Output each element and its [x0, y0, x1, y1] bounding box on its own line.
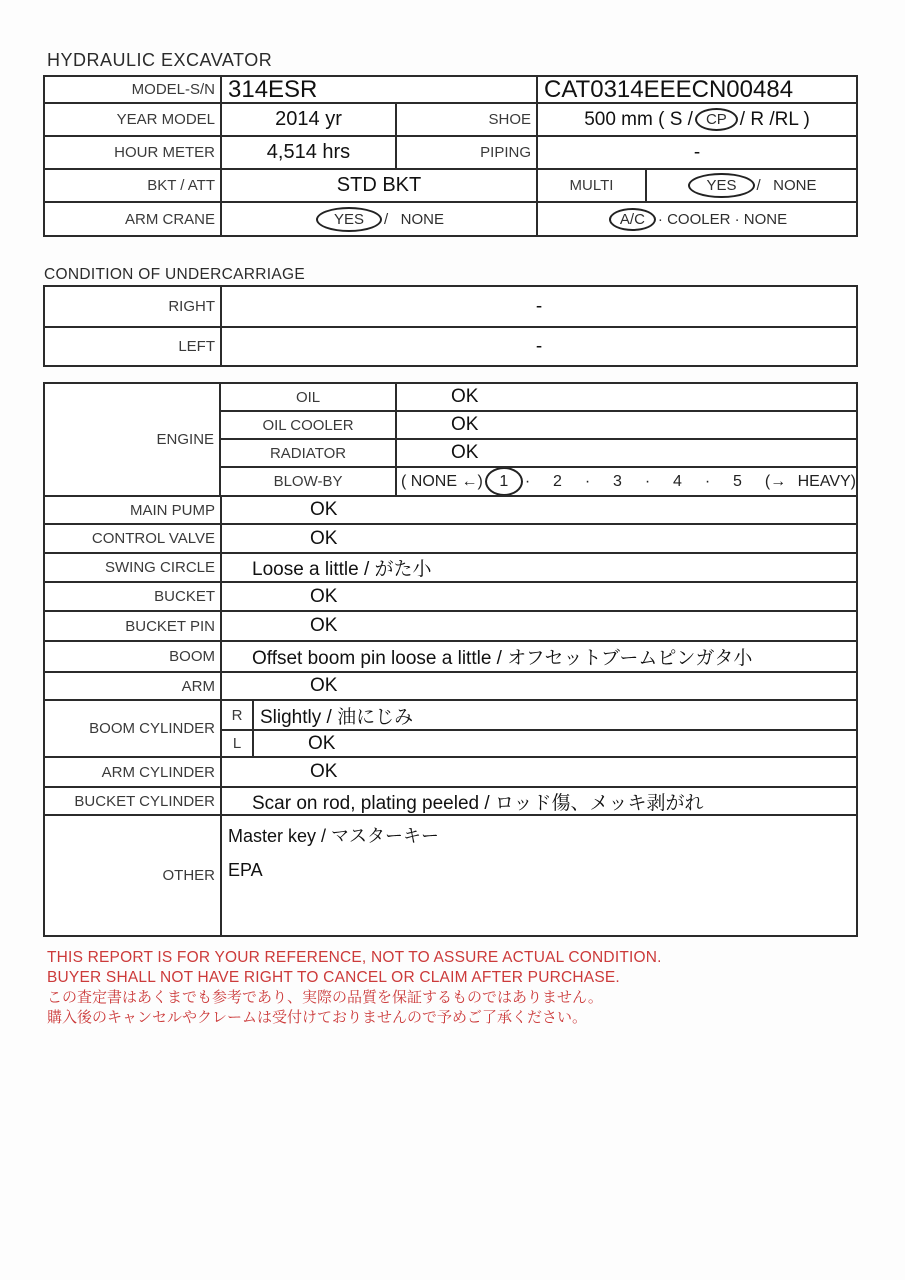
- boom-cylinder-l-label: L: [222, 731, 254, 756]
- hour-meter-label: HOUR METER: [45, 137, 222, 168]
- multi-value: [647, 170, 856, 201]
- table-row: [45, 77, 856, 102]
- table-row: [45, 581, 856, 610]
- left-value: -: [535, 335, 543, 357]
- shoe-label: SHOE: [397, 104, 538, 135]
- engine-oil-cooler-value: OK: [451, 414, 479, 435]
- boom-cylinder-label: BOOM CYLINDER: [45, 701, 222, 756]
- arm-crane-yes-circle-annotation: YES: [316, 207, 382, 232]
- shoe-value: [538, 104, 856, 135]
- arm-label: ARM: [45, 673, 222, 699]
- multi-value-post: / NONE: [756, 177, 817, 194]
- bucket-value: OK: [310, 585, 338, 607]
- bkt-att-value: STD BKT: [222, 170, 538, 201]
- boom-label: BOOM: [45, 642, 222, 671]
- control-valve-value: OK: [310, 527, 338, 549]
- engine-label: ENGINE: [45, 384, 221, 495]
- bucket-label: BUCKET: [45, 583, 222, 610]
- disclaimer-line-en-2: BUYER SHALL NOT HAVE RIGHT TO CANCEL OR CLAIM AFTER PURCHASE.: [47, 969, 620, 986]
- table-row: [221, 438, 856, 466]
- table-row: [45, 201, 856, 235]
- bkt-att-label: BKT / ATT: [45, 170, 222, 201]
- main-pump-value: OK: [310, 499, 338, 520]
- other-line-epa: EPA: [228, 860, 263, 880]
- left-label: LEFT: [45, 328, 222, 365]
- other-row-group: [45, 814, 856, 935]
- table-row: [45, 756, 856, 786]
- multi-yes-circle-annotation: YES: [688, 173, 754, 198]
- engine-row-group: [45, 384, 856, 495]
- disclaimer: [47, 948, 662, 1028]
- shoe-cp-circle-annotation: CP: [695, 108, 738, 131]
- disclaimer-line-jp-2: 購入後のキャンセルやクレームは受付けておりませんので予めご了承ください。: [47, 1009, 588, 1026]
- bucket-cylinder-value: Scar on rod, plating peeled / ロッド傷、メッキ剥がれ: [252, 792, 704, 814]
- ac-cooler-value-post: · COOLER · NONE: [657, 210, 788, 228]
- blowby-value-post: · 2 · 3 · 4 · 5 (→ HEAVY): [524, 472, 856, 490]
- arm-crane-label: ARM CRANE: [45, 203, 222, 235]
- boom-cylinder-l-value: OK: [308, 732, 336, 754]
- arm-value: OK: [310, 675, 338, 696]
- spec-table: [43, 75, 858, 237]
- engine-radiator-label: RADIATOR: [221, 440, 397, 466]
- blowby-1-circle-annotation: 1: [485, 468, 523, 495]
- bucket-cylinder-label: BUCKET CYLINDER: [45, 788, 222, 814]
- engine-oil-value: OK: [451, 386, 479, 407]
- table-row: [45, 102, 856, 135]
- table-row: [221, 466, 856, 495]
- other-value: [222, 816, 856, 935]
- disclaimer-line-jp-1: この査定書はあくまでも参考であり、実際の品質を保証するものではありません。: [47, 989, 603, 1006]
- engine-blowby-value: [397, 468, 856, 495]
- piping-value: -: [693, 141, 701, 163]
- arm-crane-value-post: / NONE: [384, 210, 445, 228]
- bucket-pin-label: BUCKET PIN: [45, 612, 222, 640]
- year-model-value: 2014 yr: [222, 104, 397, 135]
- undercarriage-table: [43, 285, 858, 367]
- year-model-label: YEAR MODEL: [45, 104, 222, 135]
- arm-cylinder-label: ARM CYLINDER: [45, 758, 222, 786]
- table-row: [45, 523, 856, 552]
- arm-cylinder-value: OK: [310, 761, 338, 782]
- table-row: [221, 384, 856, 410]
- boom-cylinder-row-group: [45, 699, 856, 756]
- boom-value: Offset boom pin loose a little / オフセットブームピンガタ小: [252, 648, 753, 669]
- table-row: [45, 640, 856, 671]
- disclaimer-line-en-1: THIS REPORT IS FOR YOUR REFERENCE, NOT TO ASSURE ACTUAL CONDITION.: [47, 949, 662, 966]
- shoe-value-post: / R /RL ): [739, 108, 810, 130]
- swing-circle-value: Loose a little / がた小: [252, 559, 432, 580]
- multi-label: MULTI: [538, 170, 647, 201]
- inspection-table: [43, 382, 858, 937]
- table-row: [222, 729, 856, 756]
- other-label: OTHER: [45, 816, 222, 935]
- table-row: [45, 671, 856, 699]
- arm-crane-value: [222, 203, 538, 235]
- model-sn-value: 314ESR: [222, 77, 538, 102]
- blowby-value-pre: ( NONE ←): [401, 472, 483, 490]
- undercarriage-section-title: CONDITION OF UNDERCARRIAGE: [44, 266, 305, 283]
- main-pump-label: MAIN PUMP: [45, 497, 222, 523]
- engine-blowby-label: BLOW-BY: [221, 468, 397, 495]
- table-row: [45, 135, 856, 168]
- serial-number-value: CAT0314EEECN00484: [544, 77, 794, 102]
- table-row: [45, 610, 856, 640]
- engine-radiator-value: OK: [451, 442, 479, 463]
- engine-oil-cooler-label: OIL COOLER: [221, 412, 397, 438]
- bucket-pin-value: OK: [310, 615, 338, 636]
- table-row: [45, 287, 856, 326]
- piping-label: PIPING: [397, 137, 538, 168]
- boom-cylinder-r-label: R: [222, 701, 254, 729]
- swing-circle-label: SWING CIRCLE: [45, 554, 222, 581]
- table-row: [45, 168, 856, 201]
- model-sn-label: MODEL-S/N: [45, 77, 222, 102]
- engine-oil-label: OIL: [221, 384, 397, 410]
- table-row: [222, 701, 856, 729]
- control-valve-label: CONTROL VALVE: [45, 525, 222, 552]
- hour-meter-value: 4,514 hrs: [222, 137, 397, 168]
- boom-cylinder-r-value: Slightly / 油にじみ: [260, 706, 414, 728]
- page-title: HYDRAULIC EXCAVATOR: [47, 50, 273, 70]
- right-value: -: [535, 295, 543, 317]
- other-line-master-key: Master key / マスターキー: [228, 826, 440, 846]
- shoe-value-pre: 500 mm ( S /: [584, 108, 693, 130]
- ac-circle-annotation: A/C: [609, 208, 656, 231]
- table-row: [45, 326, 856, 365]
- ac-cooler-value: [538, 203, 856, 235]
- table-row: [45, 786, 856, 814]
- table-row: [45, 495, 856, 523]
- table-row: [45, 552, 856, 581]
- right-label: RIGHT: [45, 287, 222, 326]
- table-row: [221, 410, 856, 438]
